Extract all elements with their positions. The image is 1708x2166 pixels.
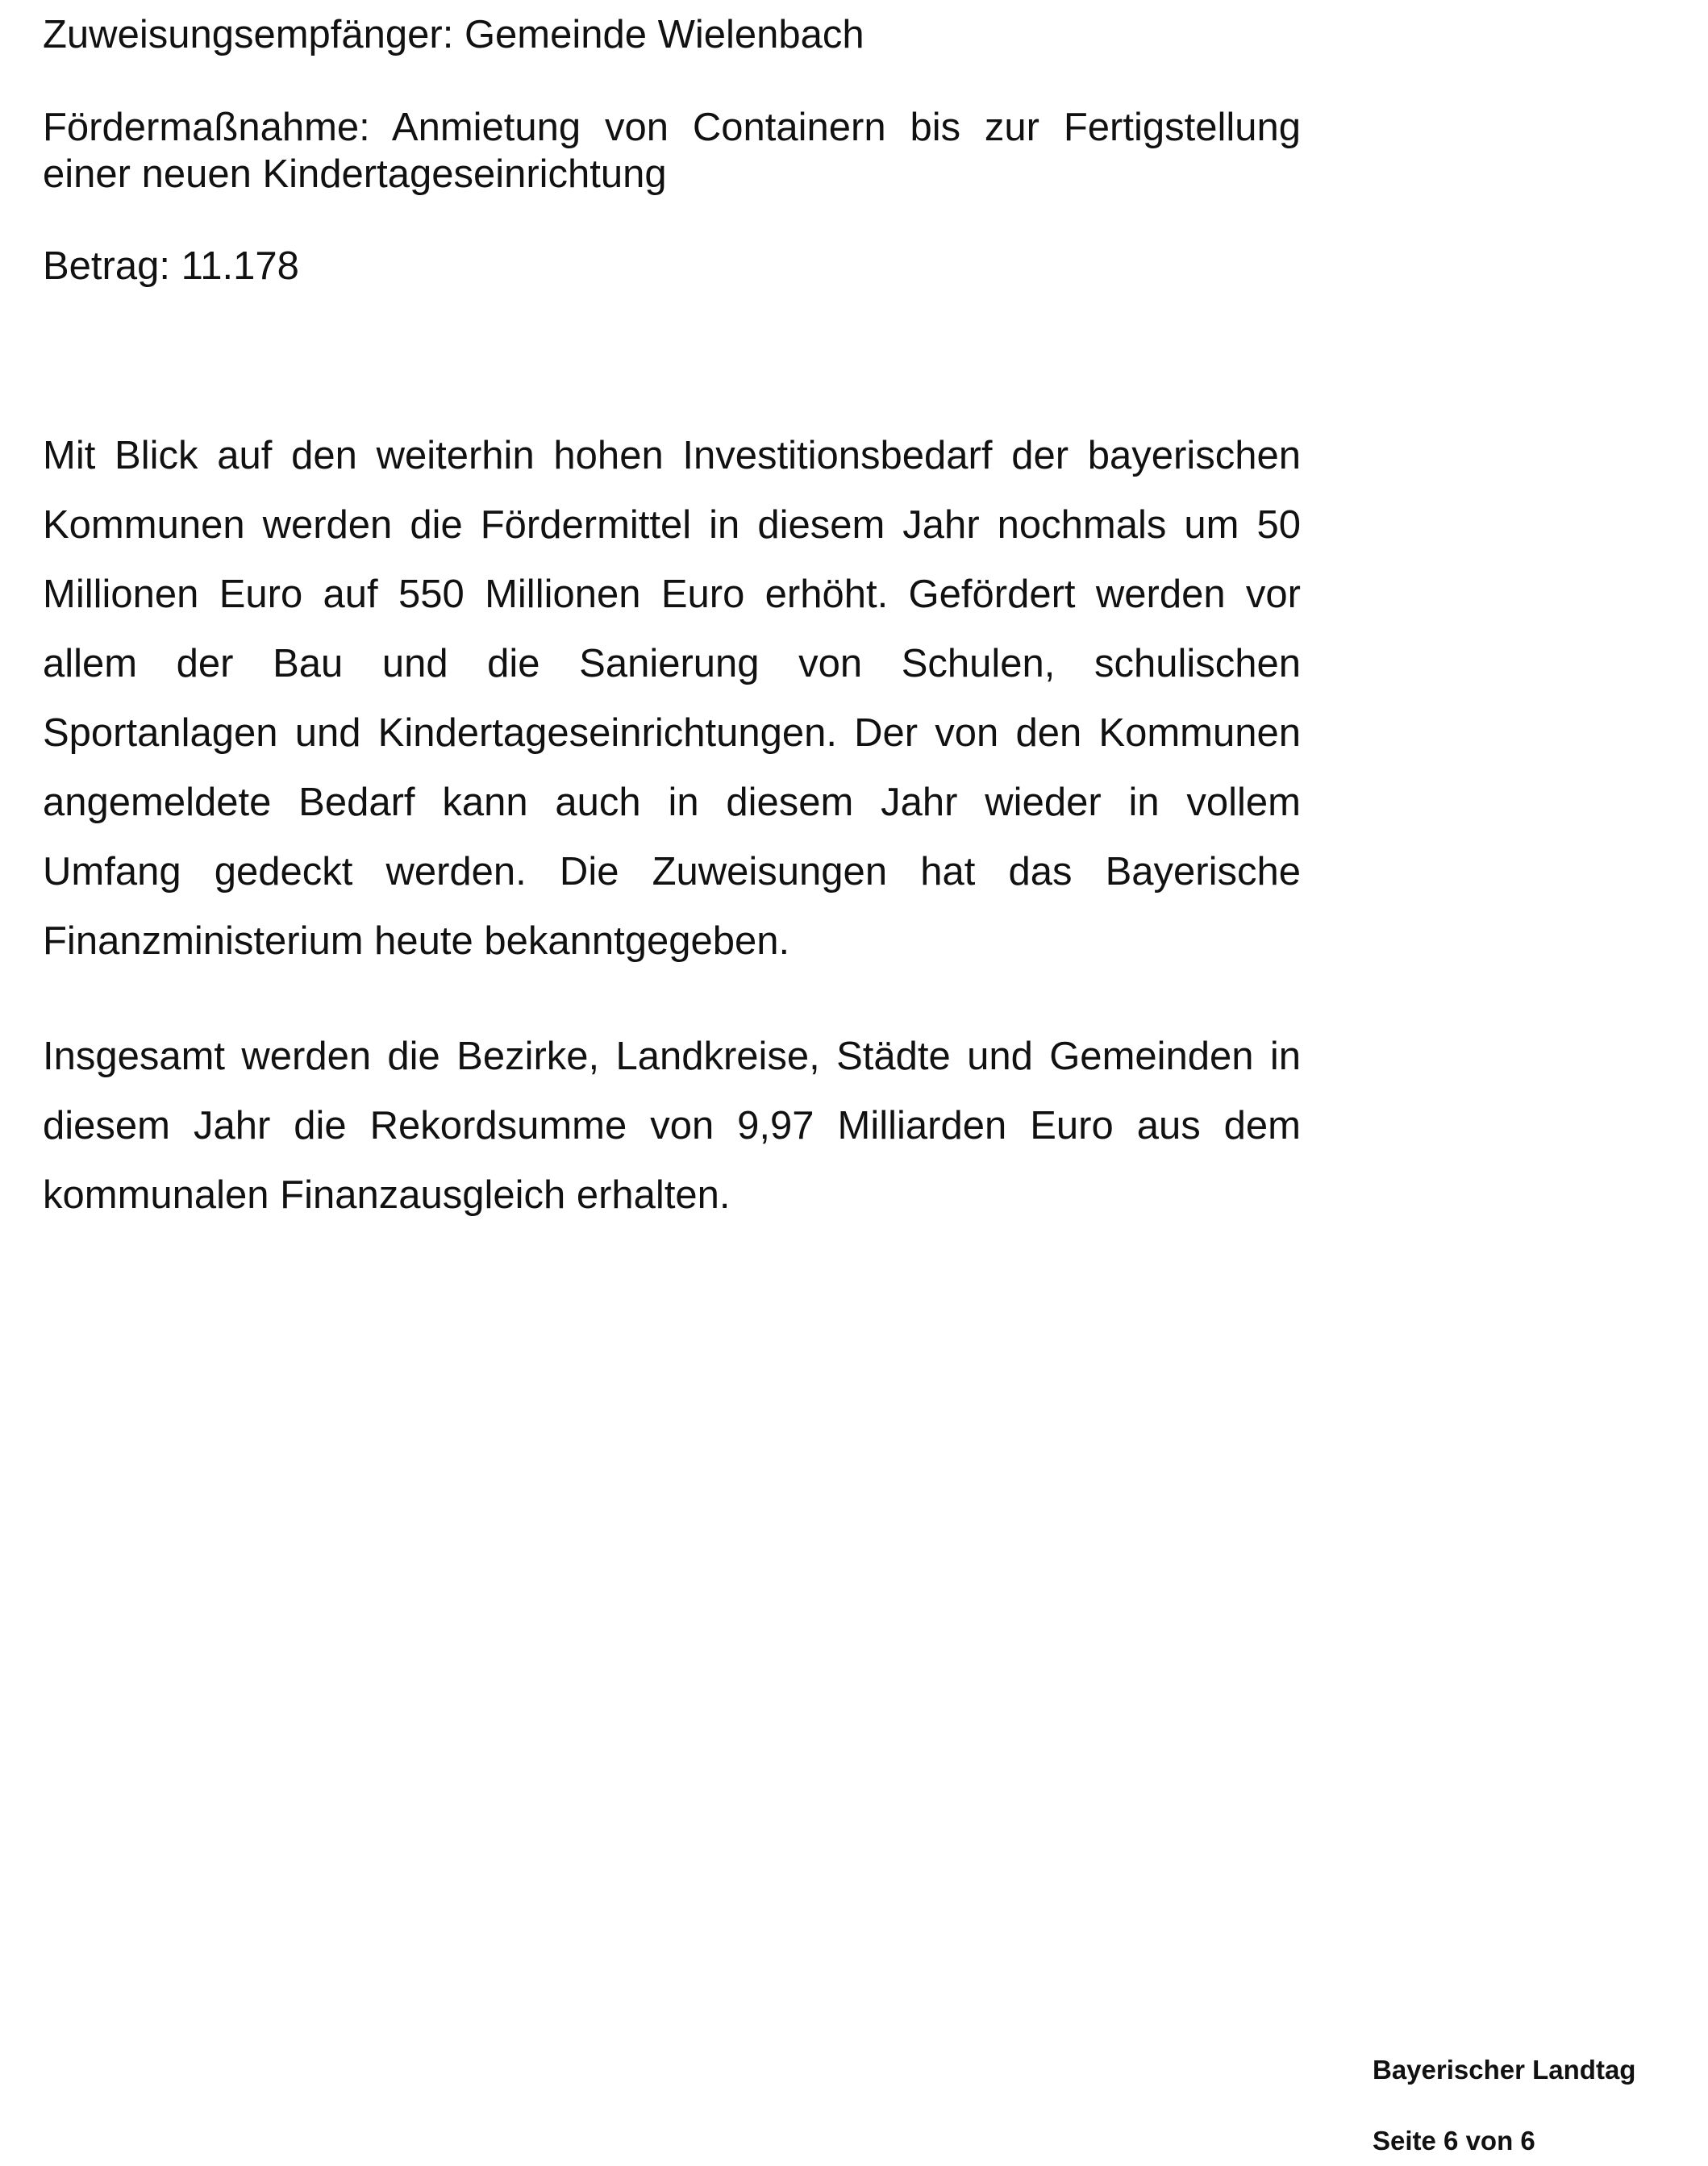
body-paragraph-2: Insgesamt werden die Bezirke, Landkreise, Städte und Gemeinden in diesem Jahr die Rekordsumme von 9,97 Milliarden Euro aus dem kommunalen Finanzausgleich erhalten. — [43, 1035, 1301, 1217]
body-paragraph-1: Mit Blick auf den weiterhin hohen Investitionsbedarf der bayerischen Kommunen werden die Fördermittel in diesem Jahr nochmals um 50 Millionen Euro auf 550 Millionen Euro erhöht. Gefördert werden vor allem der Bau und die Sanierung von Schulen, schulischen Sportanlagen und Kindertageseinrichtungen. Der von den Kommunen angemeldete Bedarf kann auch in diesem Jahr wieder in vollem Umfang gedeckt werden. Die Zuweisungen hat das Bayerische Finanzministerium heute bekanntgegeben. — [43, 434, 1301, 963]
recipient-line: Zuweisungsempfänger: Gemeinde Wielenbach — [43, 13, 864, 56]
amount-line: Betrag: 11.178 — [43, 244, 299, 288]
measure-line: Fördermaßnahme: Anmietung von Containern bis zur Fertigstellung einer neuen Kindertageseinrichtung — [43, 106, 1301, 196]
footer-page-number: Seite 6 von 6 — [1373, 2126, 1535, 2156]
footer-organization: Bayerischer Landtag — [1373, 2055, 1636, 2085]
